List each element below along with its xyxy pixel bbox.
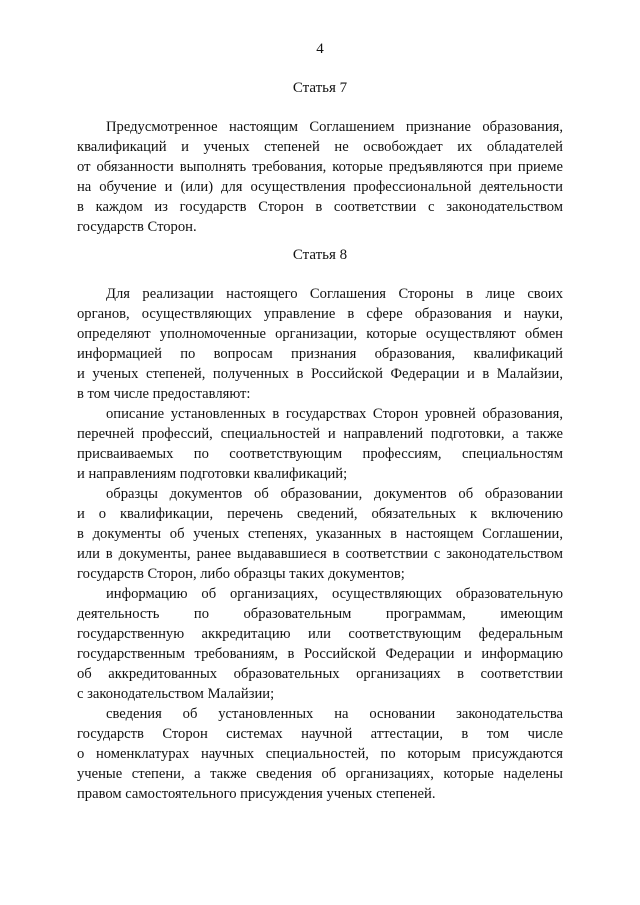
article-8-line: правом самостоятельного присуждения ученых степеней.	[77, 786, 436, 802]
article-7-line: государств Сторон.	[77, 219, 197, 235]
article-8-line: в документы об ученых степенях, указанных в настоящем Соглашении,	[77, 526, 563, 542]
article-8-line: государственным требованиям, в Российской Федерации и информацию	[77, 646, 563, 662]
article-8-line: государственную аккредитацию или соответствующим федеральным	[77, 626, 563, 642]
article-8-heading: Статья 8	[292, 247, 348, 263]
article-8-line: деятельность по образовательным программам, имеющим	[77, 606, 563, 622]
article-8-line: информацию об организациях, осуществляющих образовательную	[106, 586, 563, 602]
article-8-line: ученые степени, а также сведения об организациях, которые наделены	[77, 766, 563, 782]
article-8-line: перечней профессий, специальностей и направлений подготовки, а также	[77, 426, 563, 442]
article-8-line: информацией по вопросам признания образования, квалификаций	[77, 346, 563, 362]
article-8-line: и о квалификации, перечень сведений, обязательных к включению	[77, 506, 563, 522]
article-8-line: сведения об установленных на основании законодательства	[106, 706, 563, 722]
article-8-line: образцы документов об образовании, документов об образовании	[106, 486, 563, 502]
article-8-line: определяют уполномоченные организации, которые осуществляют обмен	[77, 326, 563, 342]
article-8-line: описание установленных в государствах Сторон уровней образования,	[106, 406, 563, 422]
article-8-line: и направлениям подготовки квалификаций;	[77, 466, 348, 482]
article-8-line: Для реализации настоящего Соглашения Стороны в лице своих	[106, 286, 563, 302]
article-8-line: с законодательством Малайзии;	[77, 686, 275, 702]
article-8-line: государств Сторон системах научной аттестации, в том числе	[77, 726, 563, 742]
article-7-line: в каждом из государств Сторон в соответствии с законодательством	[77, 199, 563, 215]
article-8-line: о номенклатурах научных специальностей, по которым присуждаются	[77, 746, 563, 762]
article-7-line: от обязанности выполнять требования, которые предъявляются при приеме	[77, 159, 563, 175]
article-7-heading: Статья 7	[292, 80, 348, 96]
article-7-paragraph	[77, 117, 563, 237]
article-8-line: органов, осуществляющих управление в сфере образования и науки,	[77, 306, 563, 322]
article-7-line: квалификаций и ученых степеней не освобождает их обладателей	[77, 139, 563, 155]
article-8-line: присваиваемых по соответствующим профессиям, специальностям	[77, 446, 563, 462]
article-8-paragraphs	[77, 284, 563, 804]
page-number: 4	[316, 41, 324, 57]
article-8-line: в том числе предоставляют:	[77, 386, 251, 402]
article-8-line: или в документы, ранее выдававшиеся в соответствии с законодательством	[77, 546, 563, 562]
article-7-line: на обучение и (или) для осуществления профессиональной деятельности	[77, 179, 563, 195]
article-7-line: Предусмотренное настоящим Соглашением признание образования,	[106, 119, 563, 135]
article-8-line: и ученых степеней, полученных в Российской Федерации и в Малайзии,	[77, 366, 563, 382]
article-8-line: об аккредитованных образовательных организациях в соответствии	[77, 666, 563, 682]
article-8-line: государств Сторон, либо образцы таких документов;	[77, 566, 405, 582]
